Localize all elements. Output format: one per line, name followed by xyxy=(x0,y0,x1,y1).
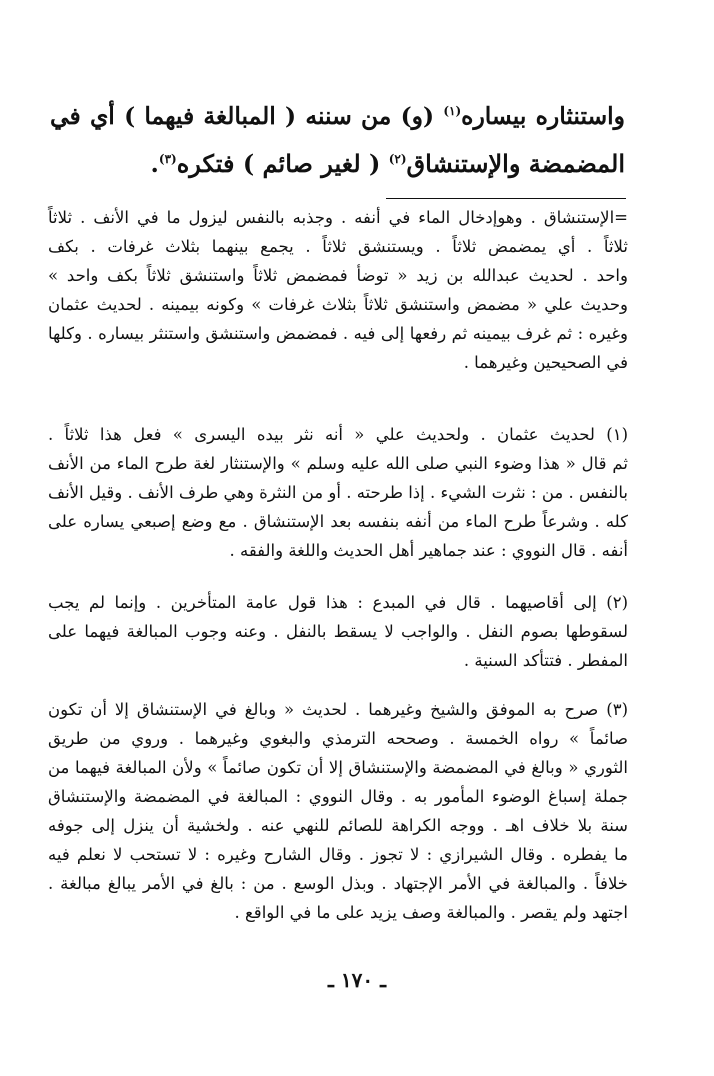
main-text xyxy=(50,92,625,188)
footnote-line: أنفه . قال النووي : عند جماهير أهل الحديث واللغة والفقه . xyxy=(229,541,628,560)
footnote-line: المفطر . فتتأكد السنية . xyxy=(463,651,628,670)
main-text-line-1-content: واستنثاره بيساره$^{(١)}$ (و) من سننه ( المبالغة فيهما ) أي في xyxy=(50,102,625,130)
footnote-line: =الإستنشاق . وهوإدخال الماء في أنفه . وجذبه بالنفس ليزول ما في الأنف . ثلاثاً xyxy=(48,208,628,227)
footnote-line: (٣) صرح به الموفق والشيخ وغيرهما . لحديث « وبالغ في الإستنشاق إلا أن تكون xyxy=(48,700,628,719)
footnote-line: بالنفس . من : نثرت الشيء . إذا طرحته . أو من النثرة وهي طرف الأنف . وقيل الأنف xyxy=(48,483,628,502)
footnote-2 xyxy=(48,588,628,675)
footnote-line: واحد . لحديث عبدالله بن زيد « توضأ فمضمض ثلاثاً واستنشق ثلاثاً بكف واحد » xyxy=(48,266,628,285)
main-text-line-2 xyxy=(50,140,625,188)
footnote-line: (١) لحديث عثمان . ولحديث علي « أنه نثر بيده اليسرى » فعل هذا ثلاثاً . xyxy=(48,425,628,444)
footnote-line: خلافاً . والمبالغة في الأمر الإجتهاد . وبذل الوسع . من : بالغ في الأمر يبالغ مبالغة . xyxy=(48,874,628,893)
page-number: ـ ١٧٠ ـ xyxy=(328,968,386,992)
footnote-ref: (١) xyxy=(443,104,462,119)
footnote-line: في الصحيحين وغيرهما . xyxy=(463,353,628,372)
main-text-line-2-content: المضمضة والإستنشاق$^{(٢)}$ ( لغير صائم ) فتكره$^{(٣)}$. xyxy=(150,149,625,178)
footnote-continuation xyxy=(48,203,628,377)
footnote-ref: (٢) xyxy=(388,152,407,166)
footnote-line: ثلاثاً . أي يمضمض ثلاثاً . ويستنشق ثلاثاً . يجمع بينهما بثلاث غرفات . بكف xyxy=(48,237,628,256)
footnote-line: ما يفطره . وقال الشيرازي : لا تجوز . وقال الشارح وغيره : لا تستحب لا نعلم فيه xyxy=(48,845,628,864)
footnote-line: الثوري « وبالغ في المضمضة والإستنشاق إلا أن تكون صائماً » ولأن المبالغة فيهما من xyxy=(48,758,628,777)
footnote-line: لسقوطها بصوم النفل . والواجب لا يسقط بالنفل . وعنه وجوب المبالغة فيهما على xyxy=(48,622,628,641)
footnote-line: وحديث علي « مضمض واستنشق ثلاثاً بثلاث غرفات » وكونه بيمينه . لحديث عثمان xyxy=(48,295,628,314)
footnote-ref: (٣) xyxy=(158,152,177,166)
footnote-line: (٢) إلى أقاصيهما . قال في المبدع : هذا قول عامة المتأخرين . وإنما لم يجب xyxy=(48,593,628,612)
footnote-line: ثم قال « هذا وضوء النبي صلى الله عليه وسلم » والإستنثار لغة طرح الماء من الأنف xyxy=(48,454,628,473)
main-text-line-1 xyxy=(50,92,625,140)
footnote-separator xyxy=(386,198,626,199)
footnote-3 xyxy=(48,695,628,927)
footnote-line: سنة بلا خلاف اهـ . ووجه الكراهة للصائم للنهي عنه . ولخشية أن ينزل إلى جوفه xyxy=(48,816,628,835)
footnote-line: صائماً » رواه الخمسة . وصححه الترمذي والبغوي وغيرهما . وروي من طريق xyxy=(48,729,628,748)
footnote-1 xyxy=(48,420,628,565)
footnote-line: اجتهد ولم يقصر . والمبالغة وصف يزيد على ما في الواقع . xyxy=(234,903,628,922)
footnote-line: كله . وشرعاً طرح الماء من أنفه بنفسه بعد الإستنشاق . مع وضع إصبعي يساره على xyxy=(48,512,628,531)
footnote-line: جملة إسباغ الوضوء المأمور به . وقال النووي : المبالغة في المضمضة والإستنشاق xyxy=(48,787,628,806)
footnote-line: وغيره : ثم غرف بيمينه ثم رفعها إلى فيه . فمضمض واستنشق واستنثر بيساره . وكلها xyxy=(48,324,628,343)
